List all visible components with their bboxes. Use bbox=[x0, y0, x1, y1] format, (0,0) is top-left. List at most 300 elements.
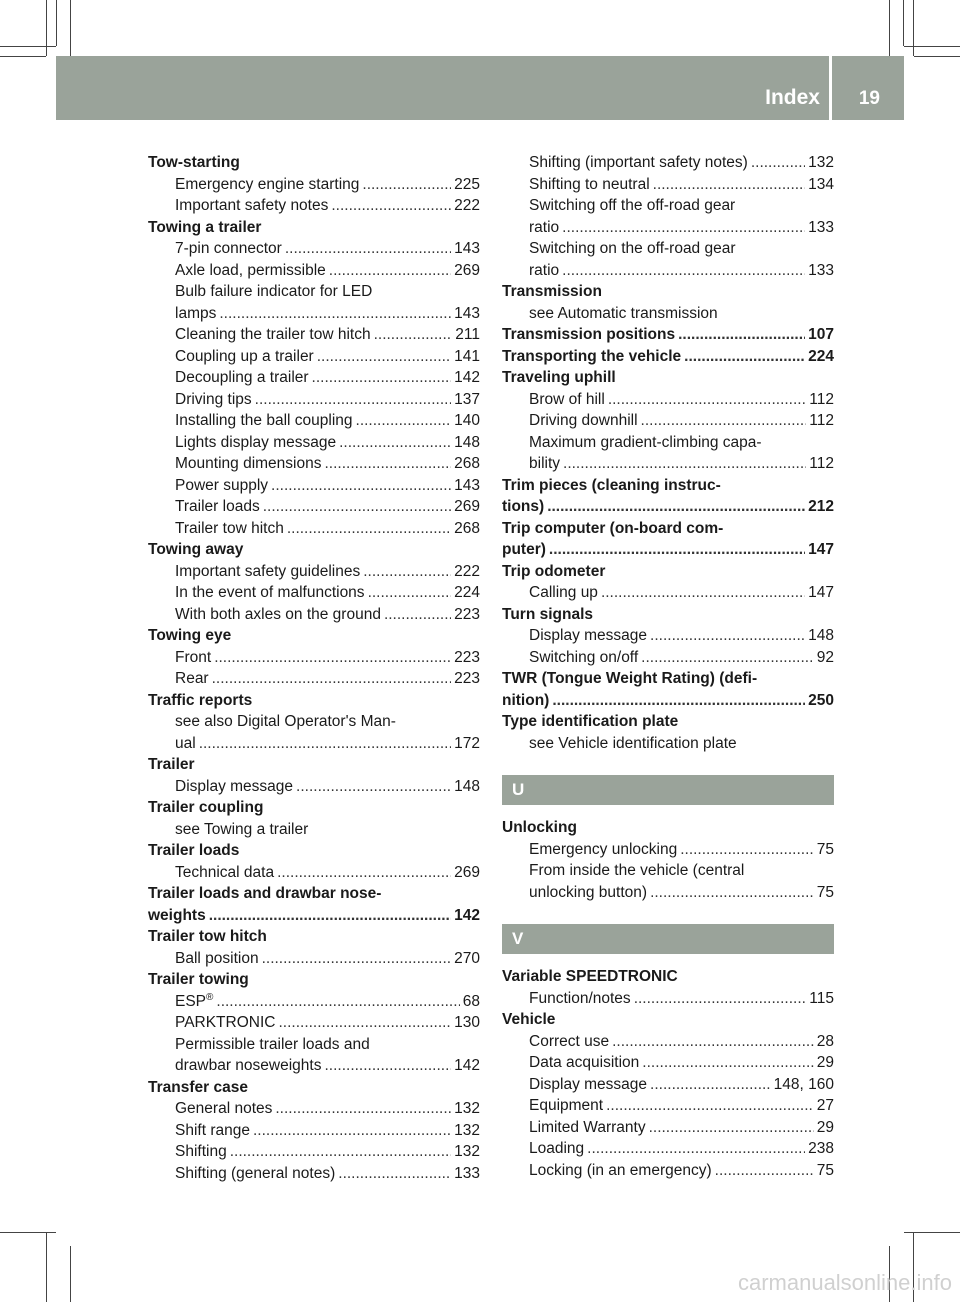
dot-leader bbox=[296, 776, 451, 798]
index-subentry bbox=[502, 647, 834, 669]
dot-leader bbox=[684, 346, 805, 368]
dot-leader bbox=[374, 324, 453, 346]
dot-leader bbox=[641, 410, 807, 432]
dot-leader bbox=[653, 174, 805, 196]
index-subentry bbox=[502, 625, 834, 647]
page-number: 19 bbox=[858, 88, 880, 109]
index-heading: Trip odometer bbox=[502, 562, 606, 580]
dot-leader bbox=[384, 604, 451, 626]
page-header bbox=[56, 56, 904, 120]
page-reference: 222 bbox=[454, 562, 480, 580]
entry-text bbox=[175, 174, 359, 196]
entry-text bbox=[175, 518, 284, 540]
section-letter: U bbox=[502, 775, 834, 805]
entry-text bbox=[529, 1160, 712, 1182]
index-column-left bbox=[148, 152, 480, 1184]
dot-leader bbox=[715, 1160, 814, 1182]
dot-leader bbox=[329, 260, 451, 282]
entry-label: bility bbox=[529, 455, 561, 472]
entry-label: Correct use bbox=[529, 1032, 610, 1050]
dot-leader bbox=[324, 453, 451, 475]
dot-leader bbox=[339, 432, 451, 454]
entry-text bbox=[175, 1120, 250, 1142]
dot-leader bbox=[253, 1120, 451, 1142]
entry-text bbox=[175, 496, 260, 518]
entry-label: 7-pin connector bbox=[175, 240, 282, 257]
entry-label: With both axles on the ground bbox=[175, 605, 381, 623]
entry-text bbox=[175, 1012, 275, 1034]
page-reference: 75 bbox=[816, 883, 834, 901]
index-subentry bbox=[148, 647, 480, 669]
index-subentry bbox=[502, 410, 834, 432]
entry-label: PARKTRONIC bbox=[175, 1014, 276, 1031]
entry-text bbox=[529, 453, 560, 475]
index-heading bbox=[502, 346, 834, 368]
entry-label: Locking (in an emergency) bbox=[529, 1161, 712, 1179]
dot-leader bbox=[650, 1074, 771, 1096]
dot-leader bbox=[263, 496, 451, 518]
page-reference: 142 bbox=[454, 369, 480, 386]
entry-label: Transporting the vehicle bbox=[502, 347, 682, 365]
entry-text bbox=[175, 410, 353, 432]
index-subentry bbox=[148, 733, 480, 755]
index-subentry bbox=[148, 367, 480, 389]
index-subentry bbox=[502, 1031, 834, 1053]
page-reference: 270 bbox=[454, 949, 480, 967]
entry-text bbox=[148, 905, 206, 927]
page-reference: 29 bbox=[816, 1118, 834, 1136]
index-heading: Traffic reports bbox=[148, 691, 253, 709]
entry-label: weights bbox=[148, 906, 206, 924]
index-subentry bbox=[502, 839, 834, 861]
entry-label: Driving downhill bbox=[529, 412, 638, 429]
entry-label: Coupling up a trailer bbox=[175, 347, 314, 365]
page-reference: 141 bbox=[454, 347, 480, 365]
entry-label: Rear bbox=[175, 670, 209, 687]
index-subentry: see Automatic transmission bbox=[529, 304, 718, 322]
dot-leader bbox=[277, 862, 451, 884]
page-reference: 147 bbox=[808, 541, 834, 558]
dot-leader bbox=[317, 346, 451, 368]
entry-text bbox=[175, 1163, 335, 1185]
entry-label: Equipment bbox=[529, 1097, 604, 1114]
crop-mark bbox=[0, 56, 46, 57]
entry-label: Calling up bbox=[529, 584, 598, 601]
page-reference: 147 bbox=[808, 584, 834, 601]
dot-leader bbox=[214, 647, 451, 669]
entry-label: Important safety notes bbox=[175, 197, 329, 214]
entry-label: drawbar noseweights bbox=[175, 1057, 322, 1074]
entry-label: Emergency unlocking bbox=[529, 840, 678, 858]
entry-text bbox=[529, 1117, 646, 1139]
index-subentry: Switching on the off-road gear bbox=[529, 240, 736, 257]
entry-label: Driving tips bbox=[175, 390, 252, 408]
index-subentry bbox=[502, 988, 834, 1010]
index-subentry bbox=[148, 561, 480, 583]
index-heading: Towing eye bbox=[148, 627, 232, 644]
dot-leader bbox=[547, 496, 805, 518]
entry-text bbox=[529, 389, 605, 411]
index-heading: Tow-starting bbox=[148, 154, 240, 171]
index-subentry: see Towing a trailer bbox=[175, 820, 309, 838]
crop-mark bbox=[914, 56, 960, 57]
index-subentry bbox=[502, 882, 834, 904]
page-reference: 148 bbox=[454, 777, 480, 795]
entry-text bbox=[502, 690, 549, 712]
page-reference: 133 bbox=[808, 218, 834, 236]
index-heading: Trailer loads and drawbar nose- bbox=[148, 885, 382, 902]
index-heading bbox=[148, 905, 480, 927]
entry-text bbox=[529, 410, 638, 432]
dot-leader bbox=[362, 174, 451, 196]
index-heading: Transmission bbox=[502, 283, 602, 300]
entry-label: Power supply bbox=[175, 476, 269, 494]
entry-text bbox=[529, 1074, 647, 1096]
dot-leader bbox=[642, 1052, 813, 1074]
index-subentry bbox=[148, 195, 480, 217]
entry-label: Brow of hill bbox=[529, 390, 605, 408]
index-subentry bbox=[148, 496, 480, 518]
entry-text bbox=[502, 539, 546, 561]
dot-leader bbox=[219, 303, 451, 325]
page-reference: 225 bbox=[454, 175, 480, 193]
dot-leader bbox=[285, 238, 451, 260]
entry-text bbox=[175, 238, 282, 260]
index-subentry bbox=[148, 604, 480, 626]
index-heading: Trailer towing bbox=[148, 971, 249, 988]
crop-mark bbox=[889, 0, 890, 56]
page-reference: 92 bbox=[816, 648, 834, 666]
entry-text bbox=[529, 882, 647, 904]
entry-text bbox=[529, 647, 638, 669]
crop-mark bbox=[70, 0, 71, 56]
index-subentry bbox=[502, 453, 834, 475]
entry-label: Front bbox=[175, 648, 212, 666]
dot-leader bbox=[230, 1141, 451, 1163]
entry-text bbox=[529, 625, 647, 647]
page-reference: 268 bbox=[454, 519, 480, 537]
index-subentry bbox=[148, 346, 480, 368]
page-reference: 107 bbox=[808, 326, 834, 343]
entry-label: Installing the ball coupling bbox=[175, 412, 353, 429]
page-reference: 68 bbox=[462, 992, 480, 1010]
entry-label: Shifting (important safety notes) bbox=[529, 154, 748, 171]
entry-text bbox=[175, 733, 196, 755]
index-subentry bbox=[148, 260, 480, 282]
entry-text bbox=[175, 195, 328, 217]
dot-leader bbox=[680, 839, 814, 861]
index-subentry bbox=[148, 453, 480, 475]
page-reference: 212 bbox=[808, 498, 834, 515]
entry-label: Mounting dimensions bbox=[175, 455, 322, 472]
entry-label: Display message bbox=[175, 777, 294, 795]
dot-leader bbox=[287, 518, 451, 540]
index-heading bbox=[502, 324, 834, 346]
page-reference: 222 bbox=[454, 197, 480, 214]
page-reference: 238 bbox=[808, 1140, 834, 1157]
dot-leader bbox=[563, 453, 806, 475]
index-heading: Trailer tow hitch bbox=[148, 928, 267, 945]
page-reference: 250 bbox=[808, 691, 834, 709]
crop-mark bbox=[913, 0, 914, 56]
page-reference: 137 bbox=[454, 390, 480, 408]
header-divider bbox=[829, 56, 832, 120]
index-subentry: see Vehicle identification plate bbox=[529, 734, 737, 752]
dot-leader bbox=[363, 561, 451, 583]
index-subentry bbox=[502, 389, 834, 411]
index-subentry bbox=[148, 324, 480, 346]
entry-text bbox=[529, 1052, 639, 1074]
entry-text bbox=[175, 346, 314, 368]
index-subentry bbox=[148, 991, 480, 1013]
dot-leader bbox=[634, 988, 807, 1010]
dot-leader bbox=[331, 195, 451, 217]
page-reference: 172 bbox=[454, 734, 480, 752]
dot-leader bbox=[368, 582, 452, 604]
page-reference: 29 bbox=[816, 1054, 834, 1071]
entry-text bbox=[175, 475, 268, 497]
page-reference: 223 bbox=[454, 670, 480, 687]
index-heading: Unlocking bbox=[502, 819, 577, 836]
page-reference: 224 bbox=[808, 347, 834, 365]
page-reference: 143 bbox=[454, 304, 480, 322]
dot-leader bbox=[338, 1163, 451, 1185]
entry-label: General notes bbox=[175, 1100, 273, 1117]
index-subentry bbox=[502, 1160, 834, 1182]
index-heading: TWR (Tongue Weight Rating) (defi- bbox=[502, 670, 758, 687]
crop-mark bbox=[46, 1232, 47, 1302]
index-heading: Transfer case bbox=[148, 1078, 248, 1096]
entry-text bbox=[529, 582, 598, 604]
index-subentry bbox=[502, 217, 834, 239]
entry-label: lamps bbox=[175, 304, 217, 322]
entry-text bbox=[529, 174, 650, 196]
page-reference: 132 bbox=[808, 154, 834, 171]
entry-label: Shifting (general notes) bbox=[175, 1164, 336, 1182]
index-heading: Type identification plate bbox=[502, 713, 679, 730]
index-subentry bbox=[502, 1117, 834, 1139]
index-subentry: Permissible trailer loads and bbox=[175, 1035, 370, 1053]
page-reference: 27 bbox=[816, 1097, 834, 1114]
entry-label: Decoupling a trailer bbox=[175, 369, 309, 386]
crop-mark bbox=[0, 1232, 56, 1233]
index-subentry bbox=[148, 582, 480, 604]
page-reference: 142 bbox=[454, 1057, 480, 1074]
dot-leader bbox=[552, 690, 805, 712]
index-subentry bbox=[502, 260, 834, 282]
entry-label: ratio bbox=[529, 261, 560, 279]
watermark: carmanualsonline.info bbox=[737, 1270, 952, 1295]
entry-label: ESP bbox=[175, 992, 207, 1010]
index-heading: Trim pieces (cleaning instruc- bbox=[502, 476, 721, 494]
dot-leader bbox=[209, 905, 451, 927]
index-heading: Variable SPEEDTRONIC bbox=[502, 968, 678, 985]
entry-text bbox=[529, 152, 748, 174]
page-reference: 143 bbox=[454, 476, 480, 494]
entry-label: Trailer loads bbox=[175, 498, 260, 515]
entry-text bbox=[175, 453, 321, 475]
index-subentry bbox=[148, 862, 480, 884]
page-reference: 140 bbox=[454, 412, 480, 429]
page-reference: 133 bbox=[808, 261, 834, 279]
page-reference: 223 bbox=[454, 648, 480, 666]
page-reference: 112 bbox=[809, 455, 834, 472]
page-reference: 143 bbox=[454, 240, 480, 257]
entry-label: Display message bbox=[529, 1075, 648, 1093]
page-reference: 130 bbox=[454, 1014, 480, 1031]
dot-leader bbox=[216, 991, 459, 1013]
entry-text bbox=[529, 1095, 603, 1117]
dot-leader bbox=[608, 389, 806, 411]
entry-text bbox=[175, 776, 293, 798]
page-reference: 112 bbox=[809, 412, 834, 429]
page-reference: 132 bbox=[454, 1143, 480, 1160]
index-column-right bbox=[502, 152, 834, 1181]
index-subentry bbox=[148, 776, 480, 798]
index-heading: Towing away bbox=[148, 541, 244, 558]
entry-label: In the event of malfunctions bbox=[175, 584, 365, 601]
index-subentry: Switching off the off-road gear bbox=[529, 197, 736, 214]
entry-text bbox=[175, 604, 381, 626]
index-heading: Trailer loads bbox=[148, 842, 240, 859]
index-heading bbox=[502, 690, 834, 712]
index-subentry bbox=[502, 1138, 834, 1160]
dot-leader bbox=[562, 260, 805, 282]
entry-label: Display message bbox=[529, 627, 648, 644]
dot-leader bbox=[678, 324, 805, 346]
page-reference: 224 bbox=[454, 584, 480, 601]
entry-text bbox=[175, 668, 209, 690]
page-reference: 115 bbox=[809, 989, 834, 1007]
dot-leader bbox=[324, 1055, 451, 1077]
dot-leader bbox=[312, 367, 452, 389]
index-subentry bbox=[502, 152, 834, 174]
entry-label: Shifting bbox=[175, 1143, 227, 1160]
dot-leader bbox=[549, 539, 805, 561]
entry-text bbox=[175, 303, 216, 325]
index-subentry bbox=[148, 238, 480, 260]
index-subentry bbox=[502, 1074, 834, 1096]
page-reference: 269 bbox=[454, 863, 480, 881]
index-heading: Vehicle bbox=[502, 1011, 556, 1028]
entry-text bbox=[175, 561, 360, 583]
entry-text bbox=[529, 260, 559, 282]
entry-text bbox=[529, 839, 677, 861]
page-reference: 132 bbox=[454, 1121, 480, 1139]
index-heading bbox=[502, 496, 834, 518]
index-subentry bbox=[148, 668, 480, 690]
dot-leader bbox=[601, 582, 805, 604]
entry-text bbox=[502, 346, 681, 368]
entry-label: Function/notes bbox=[529, 989, 631, 1007]
entry-label: Loading bbox=[529, 1140, 585, 1157]
index-subentry: Maximum gradient-climbing capa- bbox=[529, 433, 762, 451]
entry-label: Limited Warranty bbox=[529, 1118, 646, 1136]
dot-leader bbox=[255, 389, 451, 411]
index-subentry: Bulb failure indicator for LED bbox=[175, 283, 373, 300]
index-heading: Trip computer (on-board com- bbox=[502, 519, 724, 537]
entry-text bbox=[175, 1098, 272, 1120]
dot-leader bbox=[262, 948, 452, 970]
entry-label: Trailer tow hitch bbox=[175, 519, 284, 537]
entry-label: Important safety guidelines bbox=[175, 562, 361, 580]
entry-text bbox=[175, 647, 211, 669]
index-subentry bbox=[502, 582, 834, 604]
index-heading bbox=[502, 539, 834, 561]
entry-text bbox=[502, 496, 544, 518]
entry-text bbox=[175, 432, 336, 454]
page-reference: 75 bbox=[816, 840, 834, 858]
crop-mark bbox=[903, 0, 904, 46]
entry-label: ratio bbox=[529, 218, 560, 236]
index-subentry bbox=[148, 1098, 480, 1120]
crop-mark bbox=[56, 0, 57, 46]
entry-text bbox=[175, 324, 371, 346]
index-heading: Traveling uphill bbox=[502, 369, 616, 386]
dot-leader bbox=[278, 1012, 451, 1034]
dot-leader bbox=[606, 1095, 814, 1117]
entry-label: Ball position bbox=[175, 949, 259, 967]
page-reference: 134 bbox=[808, 175, 834, 193]
entry-label: Transmission positions bbox=[502, 326, 676, 343]
section-letter: V bbox=[502, 924, 834, 954]
index-subentry bbox=[148, 303, 480, 325]
crop-mark bbox=[70, 1246, 71, 1302]
index-subentry: From inside the vehicle (central bbox=[529, 862, 745, 879]
index-subentry bbox=[148, 1055, 480, 1077]
index-subentry bbox=[148, 1012, 480, 1034]
crop-mark bbox=[46, 0, 47, 56]
crop-mark bbox=[904, 46, 960, 47]
entry-text bbox=[175, 862, 274, 884]
entry-label: nition) bbox=[502, 691, 550, 709]
entry-label: Lights display message bbox=[175, 433, 337, 451]
index-subentry: see also Digital Operator's Man- bbox=[175, 713, 396, 730]
entry-text bbox=[175, 582, 365, 604]
page-reference: 268 bbox=[454, 455, 480, 472]
dot-leader bbox=[641, 647, 814, 669]
entry-label: Emergency engine starting bbox=[175, 175, 360, 193]
entry-text bbox=[529, 217, 559, 239]
index-subentry bbox=[148, 518, 480, 540]
dot-leader bbox=[612, 1031, 814, 1053]
entry-text bbox=[175, 1141, 227, 1163]
page-reference: 133 bbox=[454, 1164, 480, 1182]
index-subentry bbox=[148, 1141, 480, 1163]
entry-label: Technical data bbox=[175, 863, 275, 881]
page-reference: 75 bbox=[816, 1161, 834, 1179]
dot-leader bbox=[356, 410, 452, 432]
entry-label: unlocking button) bbox=[529, 883, 648, 901]
index-subentry bbox=[148, 475, 480, 497]
entry-label: Shift range bbox=[175, 1121, 250, 1139]
index-subentry bbox=[148, 948, 480, 970]
entry-label: puter) bbox=[502, 541, 546, 558]
dot-leader bbox=[271, 475, 451, 497]
entry-text bbox=[529, 988, 631, 1010]
page-reference: 28 bbox=[816, 1032, 834, 1050]
entry-text bbox=[175, 367, 309, 389]
entry-text bbox=[175, 389, 252, 411]
dot-leader bbox=[650, 882, 814, 904]
index-subentry bbox=[148, 410, 480, 432]
header-title: Index bbox=[765, 86, 820, 109]
index-subentry bbox=[148, 1163, 480, 1185]
page-reference: 132 bbox=[454, 1100, 480, 1117]
dot-leader bbox=[649, 1117, 814, 1139]
dot-leader bbox=[587, 1138, 805, 1160]
dot-leader bbox=[212, 668, 452, 690]
